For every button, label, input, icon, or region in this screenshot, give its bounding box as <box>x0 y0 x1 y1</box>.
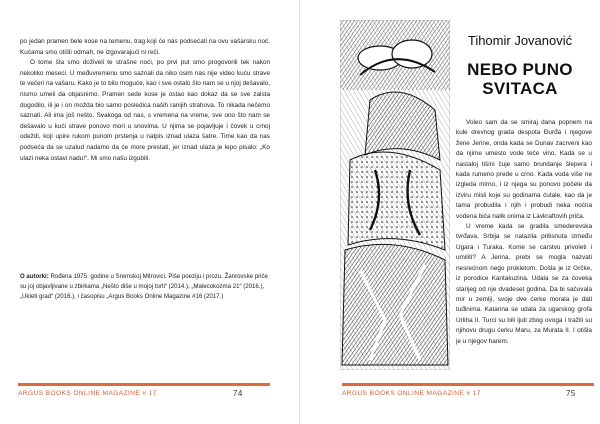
story-title <box>450 60 590 98</box>
story-author: Tihomir Jovanović <box>467 33 573 48</box>
page-number: 75 <box>566 389 576 398</box>
paragraph: U vreme kada se gradila smederevska tvrđava, Srbija se nalazila pritisnuta između Ugara i Turaka. Kome se carstvu privoleti i umiliti? A Jerina, prebi se mogla nazvati nesrećnom nego prokletom. Došla je iz Grčke, iz porodice Kantakuzina. Udala se za čoveka starijeg od nje dvadeset godina. Da bi sačuvala mir u zemlji, svoje dve ćerke morala je dati tuđinima. Katarina se udala za ugarskog grofa Urliha II. Turci su bili ljuti zbog ovoga i tražili su njihovu drugu ćerku Maru, za Murata II. I otišla je u njegov harem. <box>456 223 592 345</box>
page-number: 74 <box>233 389 243 398</box>
paragraph: O tome šta smo doživeli te strašne noći, po prvi put smo progovorili tek nakon nekoliko meseci. U međuvremenu smo saznali da niko osim nas nije video kuću strave te večeri na vašaru. Kako je to bilo moguće, kao i sve ostalo što nam se u njoj dešavalo, nismo umeli da objasnimo. Pramen sede kose je ostao kao dokaz da se sve zaista dogodilo, ili je i on možda bio samo posledica naših ranijih strahova. To nikada nećemo saznati. Ali ima još nešto. Svakoga od nas, s vremena na vreme, sve ono što nam se dešavalo u kući strave ponovo mori u snovima. U njima se pojavljuje i čovek u crnoj odeždi, koji upire rukom punom prstenja u natpis iznad ulaza šatre. Time kao da nas podseća da se uzalud nadamo da će more prestati, jer iznad ulaza je lepo pisalo: „Ko ulazi neka ostavi nadu!“. Mi smo našu izgubili. <box>20 59 270 162</box>
paragraph: po jedan pramen bele kose na temenu, trag koji će nas podsećati na ovu vašarsku noć. Kućama smo otišli odmah, ne izgovarajući ni reči. <box>20 38 270 56</box>
title-line: SVITACA <box>482 79 558 98</box>
story-body-left <box>20 37 270 164</box>
author-bio <box>20 272 270 303</box>
title-line: NEBO PUNO <box>467 60 573 79</box>
magazine-name: ARGUS BOOKS ONLINE MAGAZINE # 17 <box>18 390 157 397</box>
magazine-name: ARGUS BOOKS ONLINE MAGAZINE # 17 <box>342 390 481 397</box>
ink-illustration <box>340 20 450 370</box>
story-body-right <box>456 118 592 347</box>
page-footer <box>342 383 594 397</box>
right-page <box>300 0 600 424</box>
page-footer <box>18 383 270 397</box>
author-bio-text: Rođena 1975. godine u Sremskoj Mitrovici. Piše poeziju i prozu. Žanrovske priče su joj objavljivane u zbirkama „Nešto diše u mojoj torti“ (2014.), „Malecokozma 21“ (2016.), „Ukleti grad“ (2016.), i časopisu „Argus Books Online Magazine #16 (2017.) <box>20 273 268 301</box>
paragraph: Voleo sam da se smiraj dana popnem na kule drevnog grada despota Đurđa i njegove žene Jerine, onda kada se Dunav zacrveni kao da njime umesto vode teče vino. Kada se u nastaloj tišini čuje samo brundanje šlepera i kada rumeno prede u crno. Kada voda više ne izgleda mirno, i iz njega su ponovo počele da izviru misli koje su godinama ćutale, kao da je tama probudila i njih i probudi neka noćna vodena bića nalik onima iz Lavkraftovih priča. <box>456 119 592 220</box>
author-bio-label: O autorki: <box>20 273 49 280</box>
